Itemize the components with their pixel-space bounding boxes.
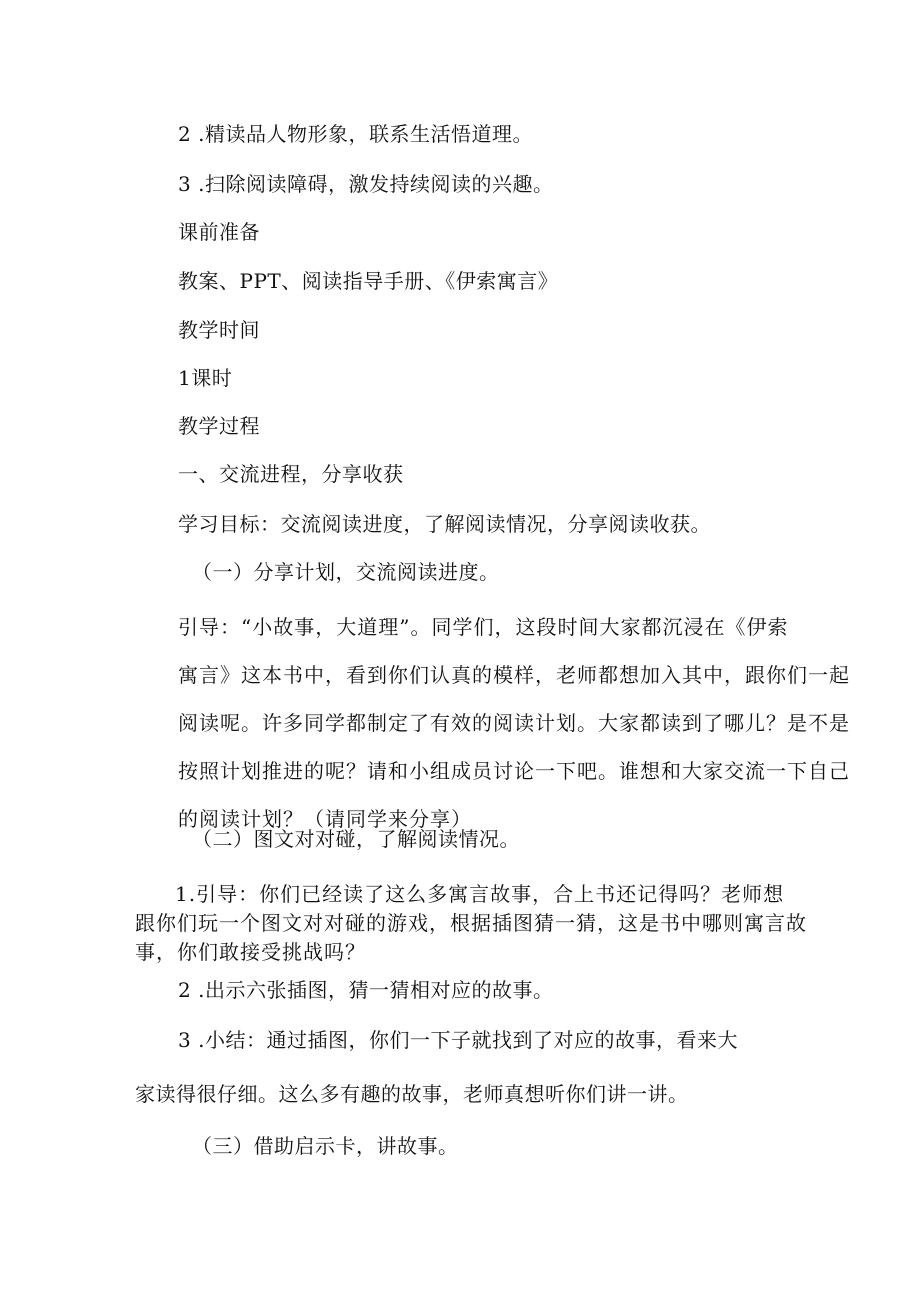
subsection-3-title: （三）借助启示卡，讲故事。 (192, 1134, 459, 1158)
guide-line: 阅读呢。许多同学都制定了有效的阅读计划。大家都读到了哪儿？是不是 (178, 711, 850, 735)
item-1-paragraph (135, 880, 807, 967)
subsection-1-title: （一）分享计划，交流阅读进度。 (192, 560, 500, 584)
section-1-title: 一、交流进程，分享收获 (178, 462, 404, 486)
guide-line: 的阅读计划？（请同学来分享） (178, 807, 472, 831)
item-3-line-2: 家读得很仔细。这么多有趣的故事，老师真想听你们讲一讲。 (135, 1082, 689, 1106)
prep-content: 教案、PPT、阅读指导手册、《伊索寓言》 (178, 269, 559, 293)
learning-goal: 学习目标：交流阅读进度，了解阅读情况，分享阅读收获。 (178, 512, 711, 536)
time-content: 1课时 (178, 366, 233, 390)
process-heading: 教学过程 (178, 414, 260, 438)
item-1-line: 跟你们玩一个图文对对碰的游戏，根据插图猜一猜，这是书中哪则寓言故 (135, 911, 807, 935)
subsection-2-title: （二）图文对对碰，了解阅读情况。 (192, 827, 520, 851)
guide-paragraph (178, 603, 850, 843)
objective-2: 2 .精读品人物形象，联系生活悟道理。 (178, 122, 533, 146)
prep-heading: 课前准备 (178, 220, 260, 244)
item-1-line: 1.引导：你们已经读了这么多寓言故事，合上书还记得吗？老师想 (175, 882, 785, 906)
time-heading: 教学时间 (178, 318, 260, 342)
guide-line: 引导：“小故事，大道理”。同学们，这段时间大家都沉浸在《伊索 (178, 615, 789, 639)
item-2: 2 .出示六张插图，猜一猜相对应的故事。 (178, 978, 554, 1002)
guide-line: 寓言》这本书中，看到你们认真的模样，老师都想加入其中，跟你们一起 (178, 663, 850, 687)
guide-line: 按照计划推进的呢？请和小组成员讨论一下吧。谁想和大家交流一下自己 (178, 759, 850, 783)
objective-3: 3 .扫除阅读障碍，激发持续阅读的兴趣。 (178, 172, 554, 196)
item-1-line: 事，你们敢接受挑战吗？ (135, 940, 366, 964)
item-3-line-1: 3 .小结：通过插图，你们一下子就找到了对应的故事，看来大 (178, 1028, 738, 1052)
